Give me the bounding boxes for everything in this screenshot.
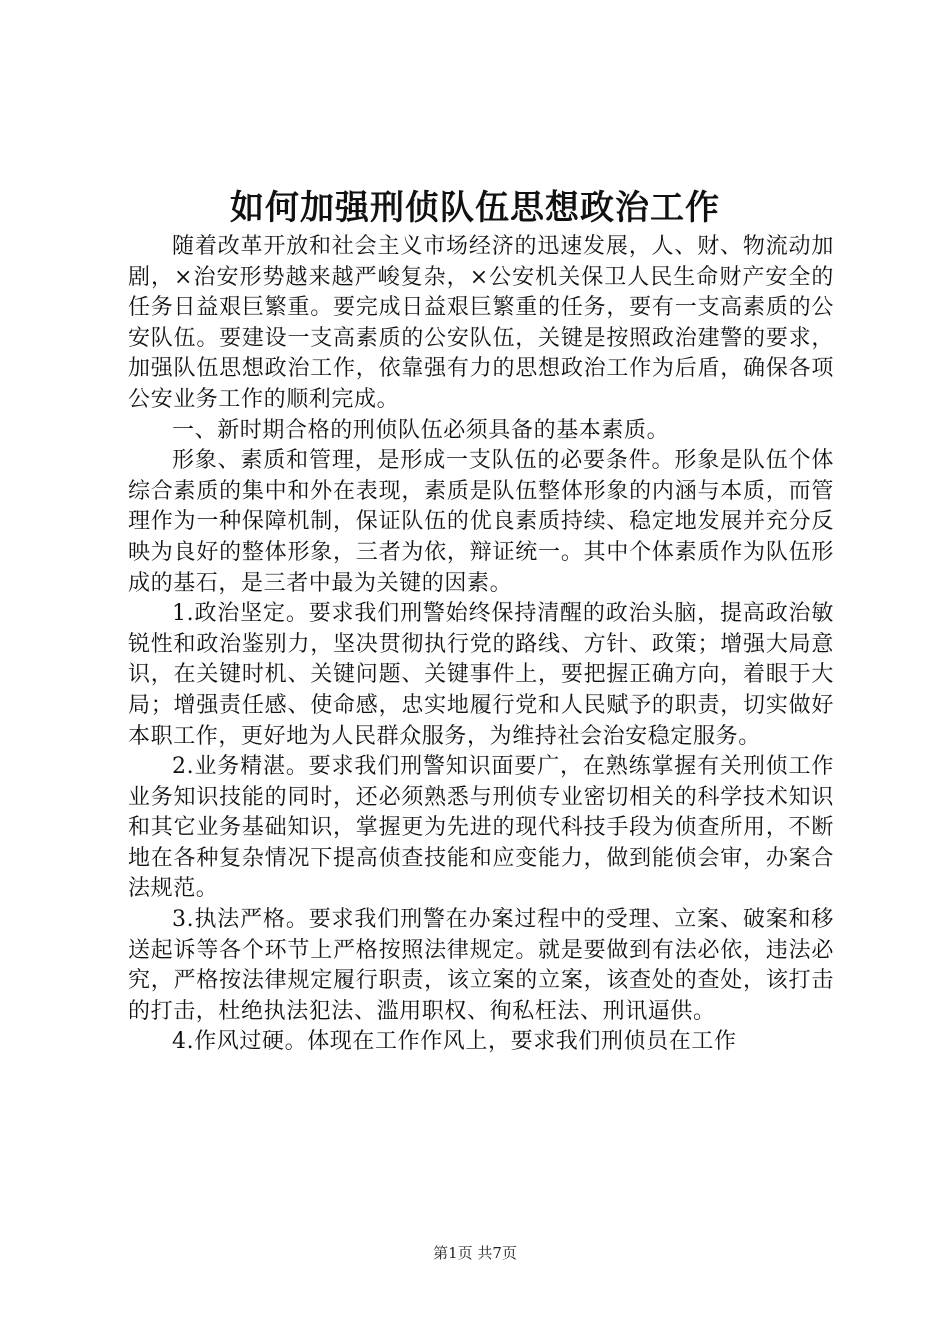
section-heading-1: 一、新时期合格的刑侦队伍必须具备的基本素质。	[172, 417, 670, 443]
paragraph-item-3: 3.执法严格。要求我们刑警在办案过程中的受理、立案、破案和移送起诉等各个环节上严格按照法律规定。就是要做到有法必依，违法必究，严格按法律规定履行职责，该立案的立案，该查处的查处，该打击的打击，杜绝执法犯法、滥用职权、徇私枉法、刑讯逼供。	[128, 907, 834, 1024]
paragraph-item-4: 4.作风过硬。体现在工作作风上，要求我们刑侦员在工作	[172, 1029, 737, 1055]
document-title: 如何加强刑侦队伍思想政治工作	[230, 188, 720, 228]
paragraph-intro: 随着改革开放和社会主义市场经济的迅速发展，人、财、物流动加剧，×治安形势越来越严峻复杂，×公安机关保卫人民生命财产安全的任务日益艰巨繁重。要完成日益艰巨繁重的任务，要有一支高素质的公安队伍。要建设一支高素质的公安队伍，关键是按照政治建警的要求，加强队伍思想政治工作，依靠强有力的思想政治工作为后盾，确保各项公安业务工作的顺利完成。	[128, 234, 834, 412]
document-body	[128, 232, 834, 1058]
paragraph-item-2: 2.业务精湛。要求我们刑警知识面要广，在熟练掌握有关刑侦工作业务知识技能的同时，还必须熟悉与刑侦专业密切相关的科学技术知识和其它业务基础知识，掌握更为先进的现代科技手段为侦查所用，不断地在各种复杂情况下提高侦查技能和应变能力，做到能侦会审，办案合法规范。	[128, 754, 834, 902]
page-number-footer: 第1页 共7页	[433, 1244, 517, 1262]
paragraph-item-1: 1.政治坚定。要求我们刑警始终保持清醒的政治头脑，提高政治敏锐性和政治鉴别力，坚决贯彻执行党的路线、方针、政策；增强大局意识，在关键时机、关键问题、关键事件上，要把握正确方向，着眼于大局；增强责任感、使命感，忠实地履行党和人民赋予的职责，切实做好本职工作，更好地为人民群众服务，为维持社会治安稳定服务。	[128, 601, 834, 749]
paragraph-qualities: 形象、素质和管理，是形成一支队伍的必要条件。形象是队伍个体综合素质的集中和外在表现，素质是队伍整体形象的内涵与本质，而管理作为一种保障机制，保证队伍的优良素质持续、稳定地发展并充分反映为良好的整体形象，三者为依，辩证统一。其中个体素质作为队伍形成的基石，是三者中最为关键的因素。	[128, 448, 834, 596]
